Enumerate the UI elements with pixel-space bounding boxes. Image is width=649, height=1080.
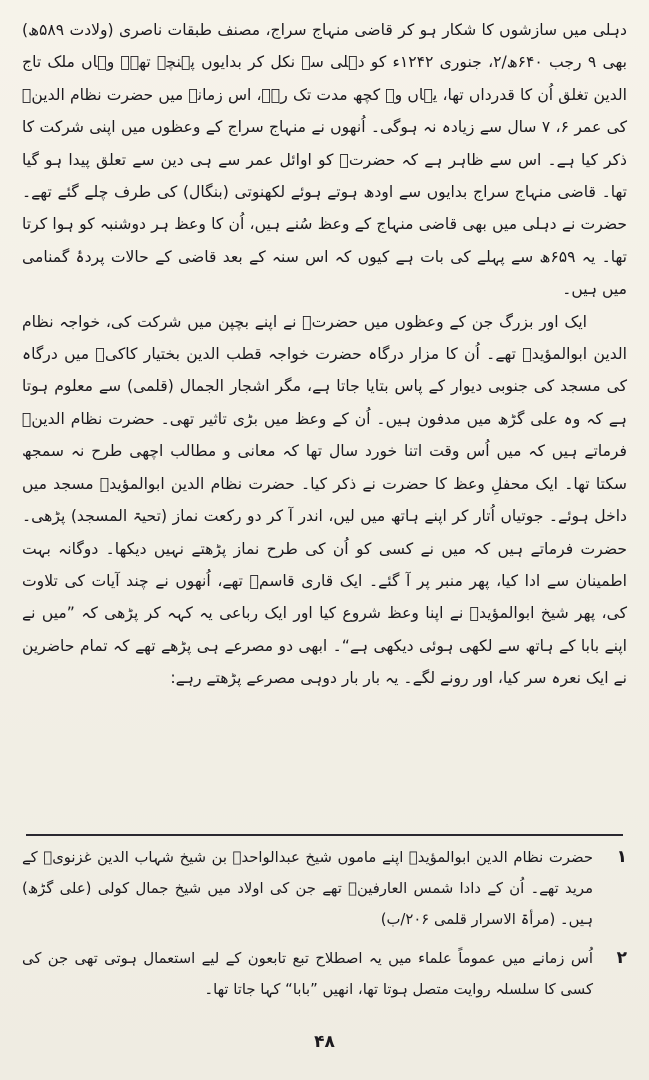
- footnote-divider: [26, 834, 623, 836]
- paragraph-1: دہلی میں سازشوں کا شکار ہو کر قاضی منہاج سراج، مصنف طبقات ناصری (ولادت ۵۸۹ھ) بھی ۹ رجب ۶۴۰ھ/۲، جنوری ۱۲۴۲ء کو دہلی سے نکل کر بدایوں پہنچے تھے۔ وہاں ملک تاج الدین تغلق اُن کا قدرداں تھا، یہاں وہ کچھ مدت تک رہے، اس زمانے میں حضرت نظام الدینؒ کی عمر ۶، ۷ سال سے زیادہ نہ ہوگی۔ اُنھوں نے منہاج سراج کے وعظوں میں اپنی شرکت کا ذکر کیا ہے۔ اس سے ظاہر ہے کہ حضرتؒ کو اوائل عمر سے ہی دین سے تعلق پیدا ہو گیا تھا۔ قاضی منہاج سراج بدایوں سے اودھ ہوتے ہوئے لکھنوتی (بنگال) کی طرف چلے گئے تھے۔ حضرت نے دہلی میں بھی قاضی منہاج کے وعظ سُنے ہیں، اُن کا وعظ ہر دوشنبہ کو ہوا کرتا تھا۔ یہ ۶۵۹ھ سے پہلے کی بات ہے کیوں کہ اس سنہ کے بعد قاضی کے حالات پردۂ گمنامی میں ہیں۔: [22, 21, 627, 299]
- page-number: ۴۸: [314, 1032, 335, 1052]
- footnote-1: [22, 842, 627, 935]
- footnote-text: حضرت نظام الدین ابوالمؤیدؒ اپنے ماموں شیخ عبدالواحدؒ بن شیخ شہاب الدین غزنویؒ کے مرید تھے۔ اُن کے دادا شمس العارفینؒ تھے جن کی اولاد میں شیخ جمال کولی (علی گڑھ) ہیں۔ (مرأۃ الاسرار قلمی ۲۰۶/ب): [22, 849, 593, 928]
- footnote-number: ۱: [616, 847, 627, 867]
- paragraph-2: ایک اور بزرگ جن کے وعظوں میں حضرتؒ نے اپنے بچپن میں شرکت کی، خواجہ نظام الدین ابوالمؤیدؒ تھے۔ اُن کا مزار درگاہ حضرت خواجہ قطب الدین بختیار کاکیؒ میں درگاہ کی مسجد کی جنوبی دیوار کے پاس بتایا جاتا ہے، مگر اشجار الجمال (قلمی) سے معلوم ہوتا ہے کہ وہ علی گڑھ میں مدفون ہیں۔ اُن کے وعظ میں بڑی تاثیر تھی۔ حضرت نظام الدینؒ فرماتے ہیں کہ میں اُس وقت اتنا خورد سال تھا کہ معانی و مطالب اچھی طرح نہ سمجھ سکتا تھا۔ ایک محفلِ وعظ کا حضرت نے ذکر کیا۔ حضرت نظام الدین ابوالمؤیدؒ مسجد میں داخل ہوئے۔ جوتیاں اُتار کر اپنے ہاتھ میں لیں، اندر آ کر دو رکعت نماز (تحیۃ المسجد) پڑھی۔ حضرت فرماتے ہیں کہ میں نے کسی کو اُن کی طرح نماز پڑھتے نہیں دیکھا۔ دوگانہ بہت اطمینان سے ادا کیا، پھر منبر پر آ گئے۔ ایک قاری قاسمؒ تھے، اُنھوں نے چند آیات کی تلاوت کی، پھر شیخ ابوالمؤیدؒ نے اپنا وعظ شروع کیا اور ایک رباعی یہ کہہ کر پڑھی کہ ”میں نے اپنے بابا کے ہاتھ سے لکھی ہوئی دیکھی ہے“۔ ابھی دو مصرعے ہی پڑھے تھے کہ تمام حاضرین نے ایک نعرہ سر کیا، اور رونے لگے۔ یہ بار بار دوہی مصرعے پڑھتے رہے:: [22, 312, 627, 688]
- footnote-text: اُس زمانے میں عموماً علماء میں یہ اصطلاح تبع تابعون کے لیے استعمال ہوتی تھی جن کی کسی کا سلسلہ روایت متصل ہوتا تھا، انھیں ”بابا“ کہا جاتا تھا۔: [22, 950, 593, 998]
- main-text: [22, 14, 627, 695]
- footnote-number: ۲: [616, 948, 627, 968]
- footnotes: [22, 842, 627, 1013]
- footnote-2: [22, 943, 627, 1005]
